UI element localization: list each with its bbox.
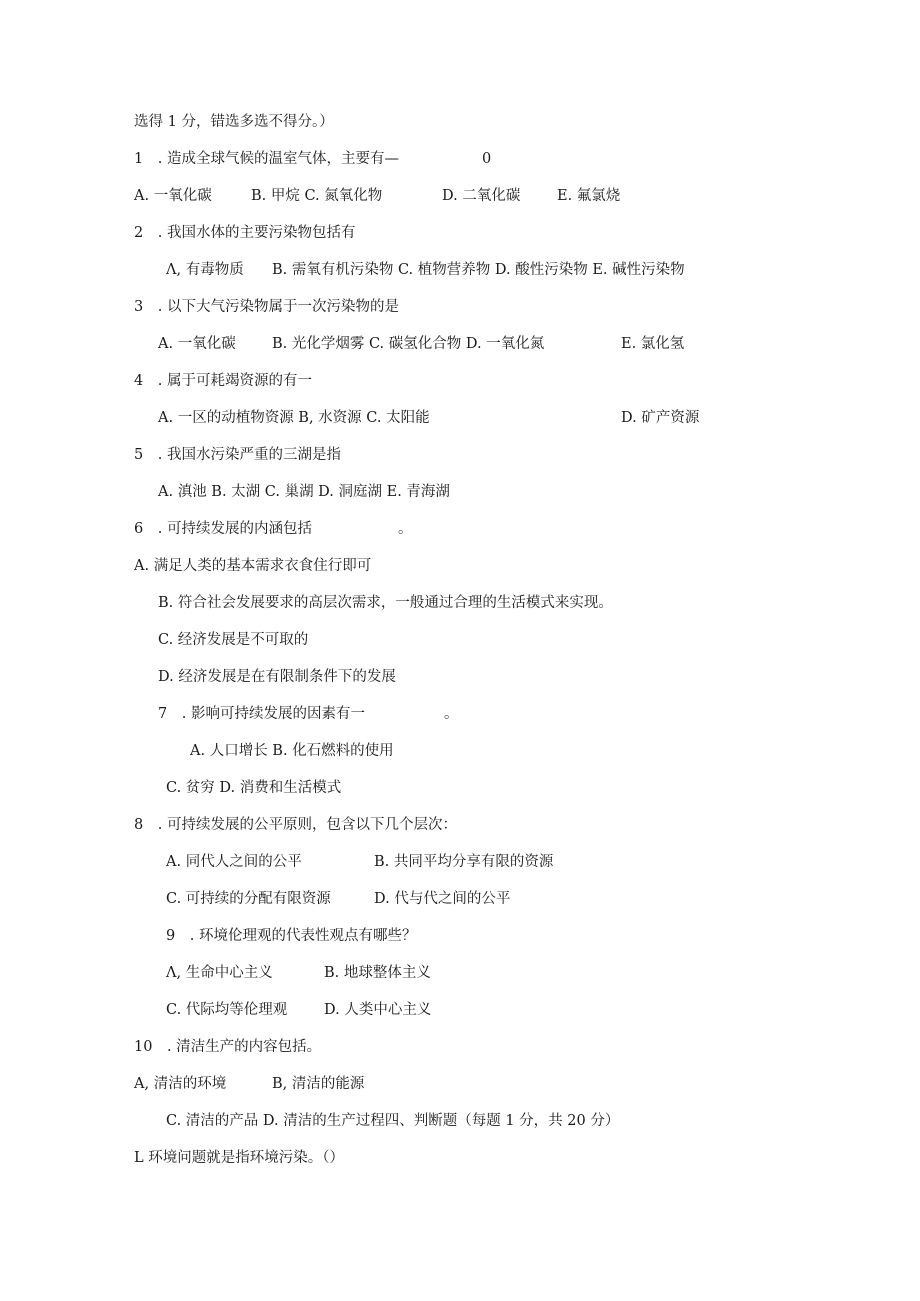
option-a-b: A. 人口增长 B. 化石燃料的使用 <box>190 743 394 759</box>
option-b-e: B. 需氧有机污染物 C. 植物营养物 D. 酸性污染物 E. 碱性污染物 <box>272 262 685 278</box>
option-b-c: B. 甲烷 C. 氮氧化物 <box>251 188 383 204</box>
option-a: Λ, 生命中心主义 <box>166 965 273 981</box>
option-a: A. 一氧化碳 <box>134 188 212 204</box>
option-b: B. 地球整体主义 <box>324 965 431 981</box>
option-a: A. 同代人之间的公平 <box>166 854 302 870</box>
question-1-blank: 0 <box>482 151 492 167</box>
question-5-text: 5 . 我国水污染严重的三湖是指 <box>134 447 341 463</box>
question-3-text: 3 . 以下大气污染物属于一次污染物的是 <box>134 299 399 315</box>
option-b: B, 清洁的能源 <box>272 1076 365 1092</box>
option-a-e: A. 滇池 B. 太湖 C. 巢湖 D. 洞庭湖 E. 青海湖 <box>158 484 450 500</box>
option-a: A. 满足人类的基本需求衣食住行即可 <box>134 558 372 574</box>
option-d: D. 代与代之间的公平 <box>374 891 511 907</box>
option-d: D. 二氧化碳 <box>442 188 521 204</box>
question-7-blank: 。 <box>444 706 459 722</box>
question-4-text: 4 . 属于可耗竭资源的有一 <box>134 373 312 389</box>
option-a-c: A. 一区的动植物资源 B, 水资源 C. 太阳能 <box>158 410 430 426</box>
question-6-text: 6 . 可持续发展的内涵包括 <box>134 521 312 537</box>
question-9-text: 9 . 环境伦理观的代表性观点有哪些？ <box>166 928 417 944</box>
question-1-text: 1 . 造成全球气候的温室气体，主要有— <box>134 151 399 167</box>
true-false-question-1-text: L 环境问题就是指环境污染。（） <box>134 1150 344 1166</box>
option-a: Λ, 有毒物质 <box>166 262 244 278</box>
option-d: D. 经济发展是在有限制条件下的发展 <box>158 669 396 685</box>
option-c-d: C. 贫穷 D. 消费和生活模式 <box>166 780 342 796</box>
option-c-d-and-section-heading: C. 清洁的产品 D. 清洁的生产过程四、判断题（每题 1 分，共 20 分） <box>166 1113 620 1129</box>
option-d: D. 人类中心主义 <box>324 1002 432 1018</box>
instruction-text: 选得 1 分，错选多选不得分。） <box>134 114 334 130</box>
question-6-blank: 。 <box>398 521 413 537</box>
question-2-text: 2 . 我国水体的主要污染物包括有 <box>134 225 356 241</box>
option-d: D. 矿产资源 <box>621 410 700 426</box>
question-8-text: 8 . 可持续发展的公平原则，包含以下几个层次： <box>134 817 457 833</box>
option-c: C. 经济发展是不可取的 <box>158 632 309 648</box>
option-e: E. 氯化氢 <box>621 336 685 352</box>
option-c: C. 可持续的分配有限资源 <box>166 891 331 907</box>
question-10-text: 10 . 清洁生产的内容包括。 <box>134 1039 322 1055</box>
option-e: E. 氟氯烧 <box>557 188 621 204</box>
option-b: B. 符合社会发展要求的高层次需求，一般通过合理的生活模式来实现。 <box>158 595 613 611</box>
option-a: A. 一氧化碳 <box>158 336 236 352</box>
question-7-text: 7 . 影响可持续发展的因素有一 <box>158 706 365 722</box>
option-c: C. 代际均等伦理观 <box>166 1002 288 1018</box>
option-a: A, 清洁的环境 <box>134 1076 227 1092</box>
option-b: B. 共同平均分享有限的资源 <box>374 854 554 870</box>
option-b-d: B. 光化学烟雾 C. 碳氢化合物 D. 一氧化氮 <box>272 336 545 352</box>
